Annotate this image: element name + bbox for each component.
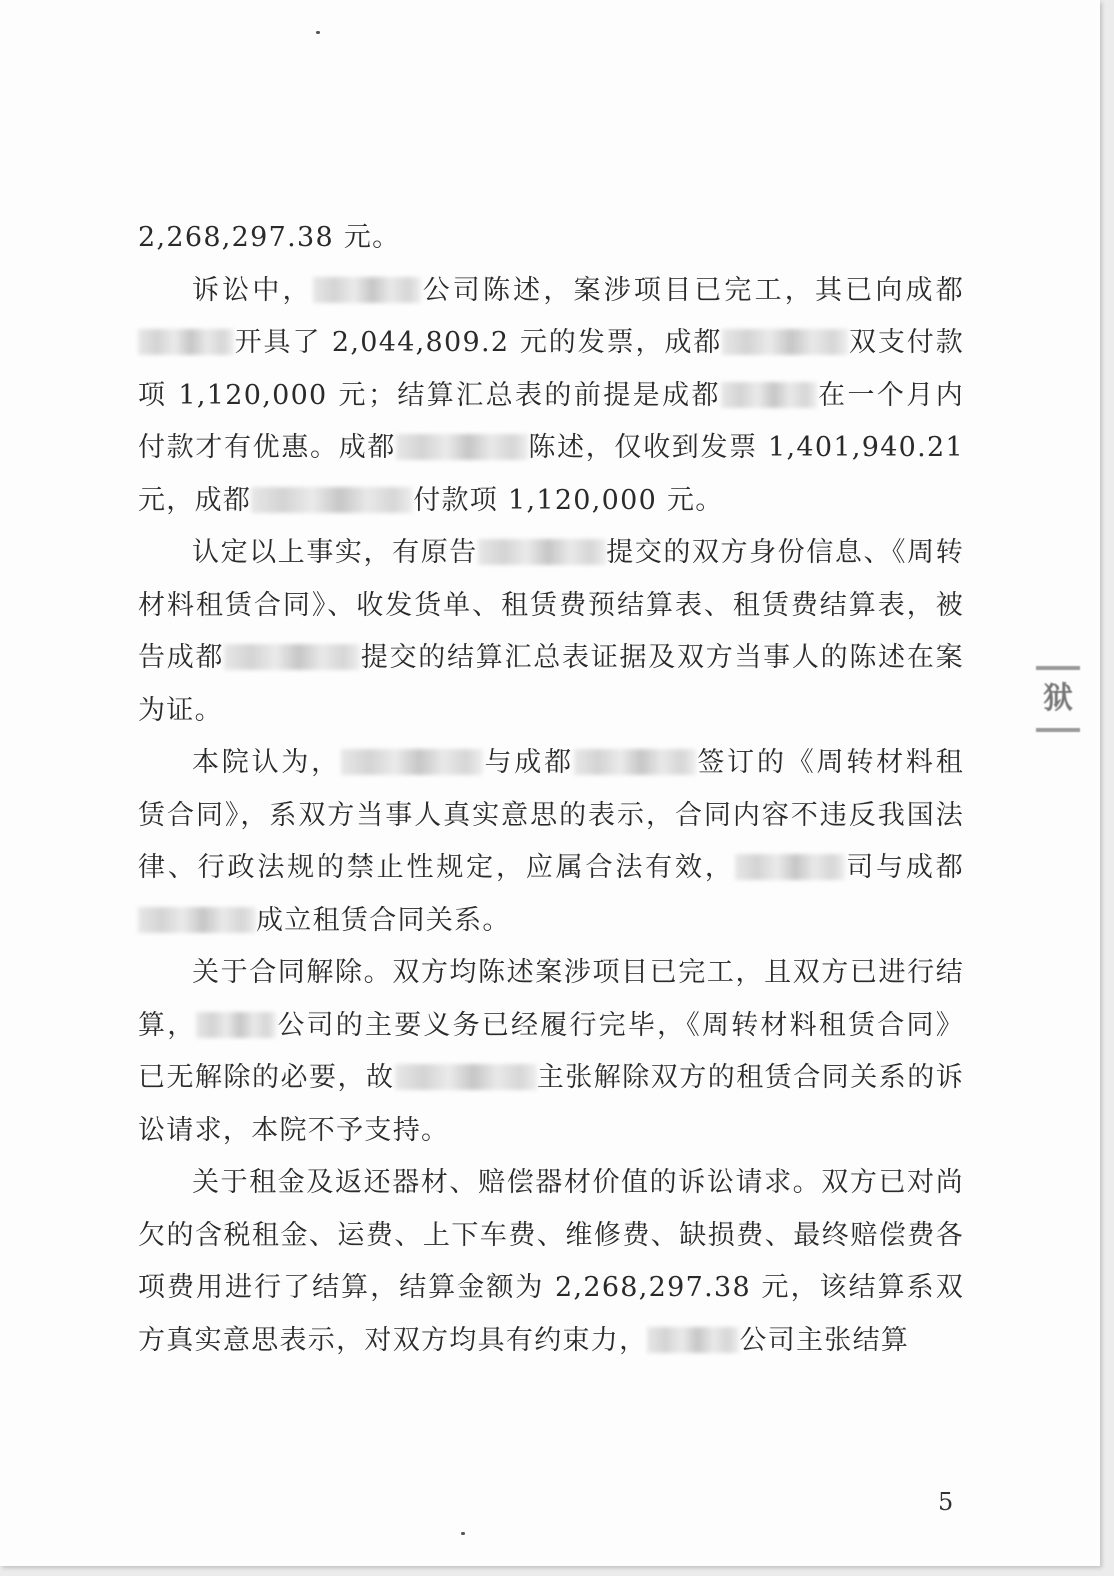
- paragraph-litigation: 诉讼中， 公司陈述，案涉项目已完工，其已向成都开具了 2,044,809.2 元的发票，成都 双支付款项 1,120,000 元；结算汇总表的前提是成都 在一个月内付款才有优惠。成都 陈述，仅收到发票 1,401,940.21 元，成都 付款项 1,120,000 元。: [138, 274, 965, 516]
- redacted-name: [647, 1327, 739, 1353]
- redacted-name: [196, 1012, 276, 1038]
- redacted-name: [478, 539, 606, 565]
- paragraph-rent-claims: 关于租金及返还器材、赔偿器材价值的诉讼请求。双方已对尚欠的含税租金、运费、上下车费、维修费、缺损费、最终赔偿费各项费用进行了结算，结算金额为 2,268,297.38 元，该结算系双方真实意思表示，对双方均具有约束力， 公司主张结算: [138, 1167, 964, 1356]
- redacted-name: [395, 1064, 537, 1090]
- redacted-name: [721, 382, 817, 408]
- redacted-name: [138, 907, 256, 933]
- paragraph-court-opinion: 本院认为， 与成都 签订的《周转材料租赁合同》，系双方当事人真实意思的表示，合同内容不违反我国法律、行政法规的禁止性规定，应属合法有效， 司与成都成立租赁合同关系。: [138, 747, 965, 936]
- page-number: 5: [938, 1488, 954, 1516]
- body-text: [138, 212, 964, 1367]
- redacted-name: [735, 854, 845, 880]
- redacted-name: [396, 434, 528, 460]
- redacted-name: [722, 329, 848, 355]
- paragraph-contract-termination: 关于合同解除。双方均陈述案涉项目已完工，且双方已进行结算， 公司的主要义务已经履行完毕，《周转材料租赁合同》已无解除的必要，故 主张解除双方的租赁合同关系的诉讼请求，本院不予支持。: [138, 957, 965, 1146]
- redacted-name: [251, 487, 413, 513]
- paragraph-findings: 认定以上事实，有原告 提交的双方身份信息、《周转材料租赁合同》、收发货单、租赁费预结算表、租赁费结算表，被告成都 提交的结算汇总表证据及双方当事人的陈述在案为证。: [138, 537, 965, 726]
- scan-speck: [316, 31, 320, 34]
- redacted-name: [574, 749, 696, 775]
- scan-speck: [461, 1532, 465, 1535]
- paragraph-continuation: 2,268,297.38 元。: [138, 222, 401, 253]
- redacted-name: [224, 644, 360, 670]
- redacted-name: [313, 277, 421, 303]
- seam-seal-stamp: 狱: [1036, 664, 1080, 734]
- redacted-name: [341, 749, 483, 775]
- redacted-name: [138, 329, 234, 355]
